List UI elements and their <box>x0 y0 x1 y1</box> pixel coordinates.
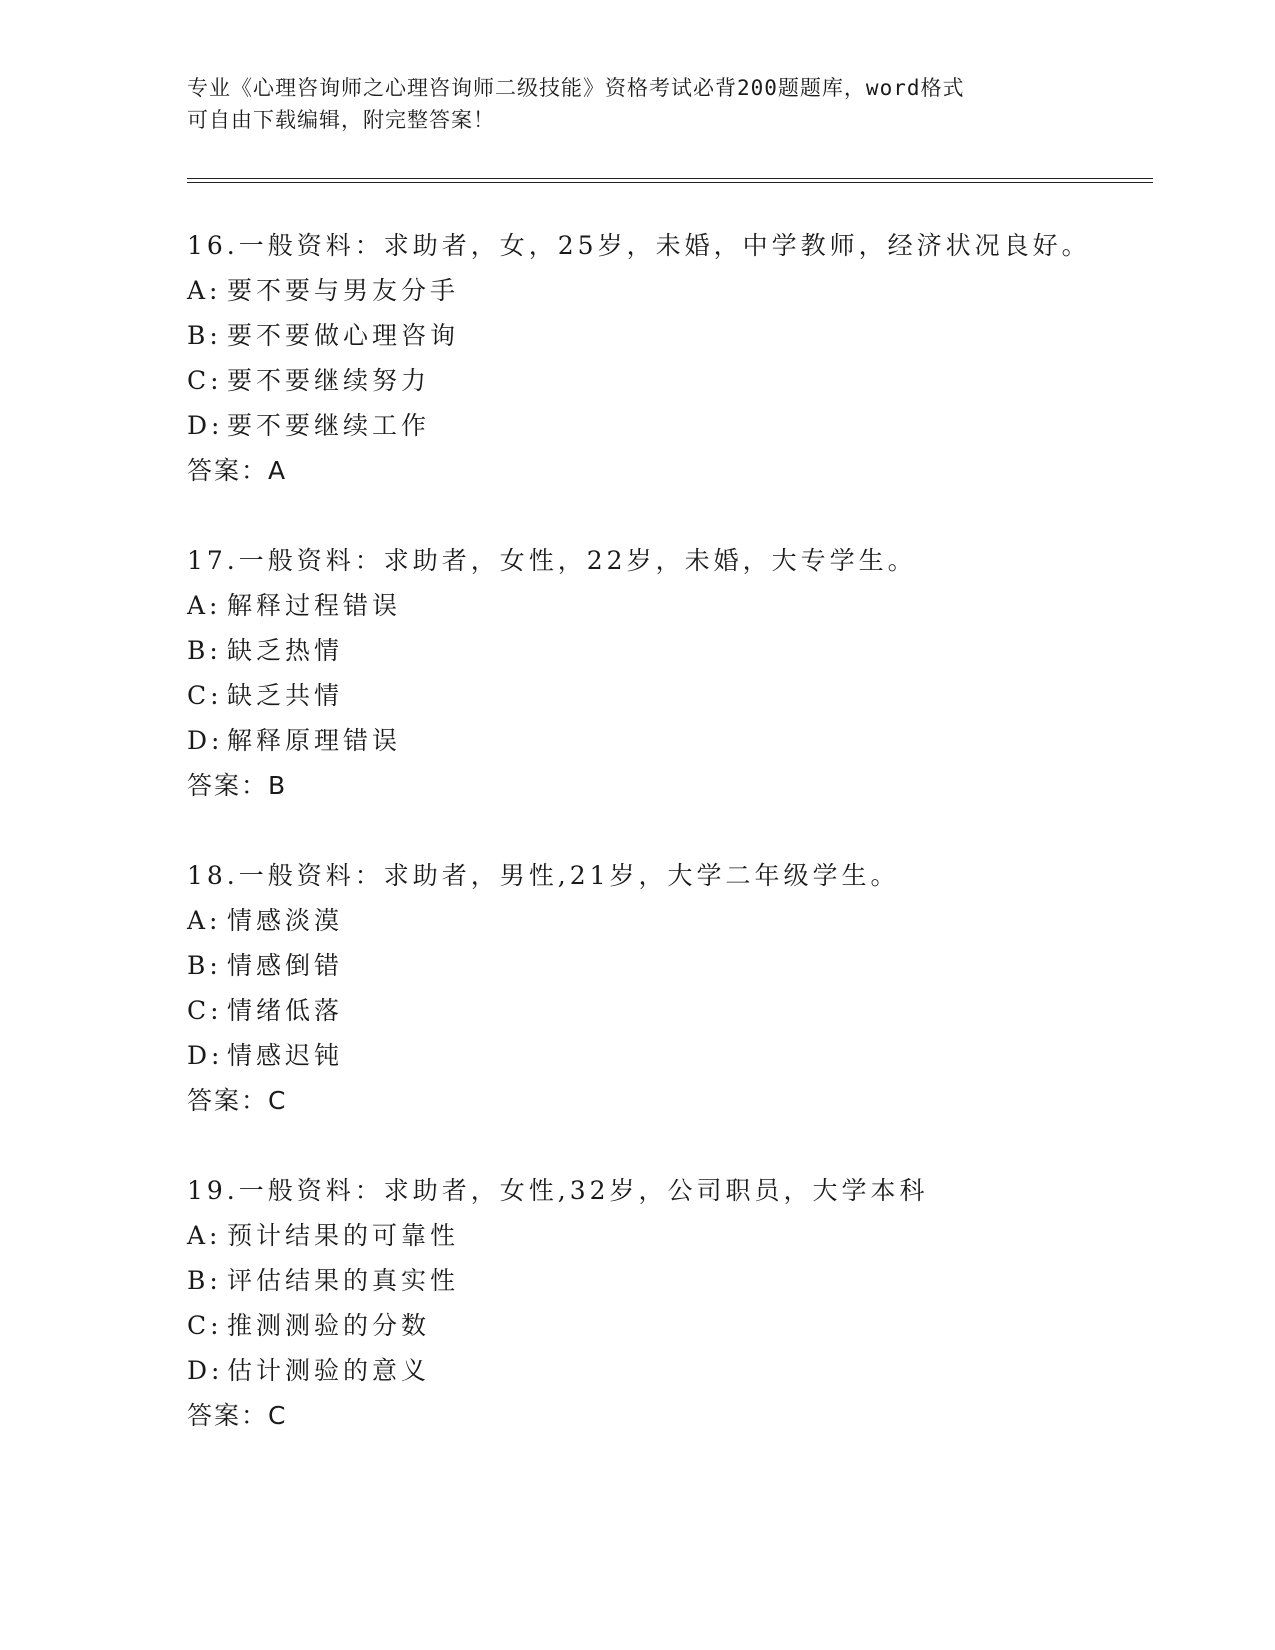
answer-line: 答案：C <box>187 1086 288 1115</box>
option-key: B: <box>187 951 222 980</box>
answer-line: 答案：B <box>187 771 288 800</box>
option-text: 预计结果的可靠性 <box>227 1221 460 1250</box>
option-text: 估计测验的意义 <box>227 1356 431 1385</box>
option-a <box>187 1213 1187 1258</box>
option-a <box>187 268 1187 313</box>
option-text: 情感倒错 <box>227 951 344 980</box>
header-line-1: 专业《心理咨询师之心理咨询师二级技能》资格考试必背200题题库，word格式 <box>187 76 965 100</box>
option-key: D: <box>187 1356 224 1385</box>
option-d <box>187 403 1187 448</box>
option-text: 评估结果的真实性 <box>227 1266 460 1295</box>
document-header <box>187 72 1087 136</box>
option-d <box>187 718 1187 763</box>
answer-line: 答案：A <box>187 456 288 485</box>
option-text: 推测测验的分数 <box>227 1311 431 1340</box>
option-c <box>187 988 1187 1033</box>
option-key: B: <box>187 1266 222 1295</box>
option-b <box>187 943 1187 988</box>
option-text: 情绪低落 <box>227 996 344 1025</box>
option-d <box>187 1348 1187 1393</box>
option-key: A: <box>187 276 222 305</box>
header-divider <box>187 178 1153 183</box>
option-key: A: <box>187 591 222 620</box>
option-b <box>187 628 1187 673</box>
option-text: 解释原理错误 <box>227 726 402 755</box>
option-text: 缺乏热情 <box>227 636 344 665</box>
option-d <box>187 1033 1187 1078</box>
option-key: C: <box>187 1311 223 1340</box>
option-key: C: <box>187 681 223 710</box>
option-text: 解释过程错误 <box>227 591 402 620</box>
option-text: 要不要继续工作 <box>227 411 431 440</box>
option-b <box>187 313 1187 358</box>
option-a <box>187 898 1187 943</box>
option-a <box>187 583 1187 628</box>
option-key: D: <box>187 1041 224 1070</box>
option-key: D: <box>187 726 224 755</box>
option-text: 情感迟钝 <box>227 1041 344 1070</box>
option-key: B: <box>187 321 222 350</box>
option-text: 缺乏共情 <box>227 681 344 710</box>
question-block <box>187 223 1187 493</box>
option-key: D: <box>187 411 224 440</box>
option-text: 要不要继续努力 <box>227 366 431 395</box>
question-stem: 19.一般资料：求助者，女性,32岁，公司职员，大学本科 <box>187 1176 929 1205</box>
question-stem: 17.一般资料：求助者，女性，22岁，未婚，大专学生。 <box>187 546 917 575</box>
question-stem: 18.一般资料：求助者，男性,21岁，大学二年级学生。 <box>187 861 900 890</box>
question-block <box>187 853 1187 1123</box>
option-text: 要不要与男友分手 <box>227 276 460 305</box>
option-key: C: <box>187 366 223 395</box>
question-block <box>187 538 1187 808</box>
option-key: A: <box>187 1221 222 1250</box>
option-key: B: <box>187 636 222 665</box>
option-key: A: <box>187 906 222 935</box>
option-text: 情感淡漠 <box>227 906 344 935</box>
answer-line: 答案：C <box>187 1401 288 1430</box>
option-c <box>187 1303 1187 1348</box>
header-line-2: 可自由下载编辑，附完整答案！ <box>187 108 495 132</box>
option-b <box>187 1258 1187 1303</box>
option-c <box>187 358 1187 403</box>
question-block <box>187 1168 1187 1438</box>
option-key: C: <box>187 996 223 1025</box>
question-stem: 16.一般资料：求助者，女，25岁，未婚，中学教师，经济状况良好。 <box>187 231 1091 260</box>
option-text: 要不要做心理咨询 <box>227 321 460 350</box>
option-c <box>187 673 1187 718</box>
